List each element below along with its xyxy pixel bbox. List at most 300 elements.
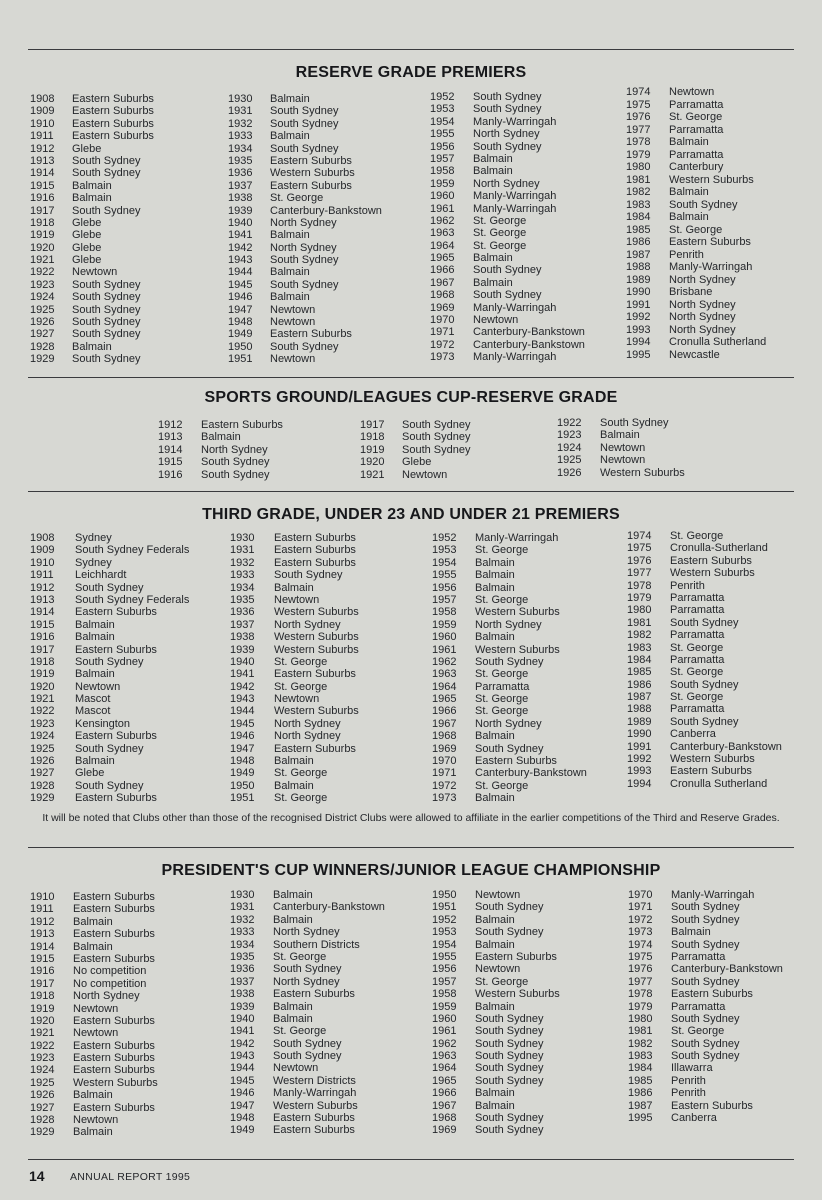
list-item [430, 178, 585, 190]
list-item [432, 1100, 560, 1112]
rule-after-reserve [28, 377, 794, 378]
club-name: Balmain [73, 1126, 113, 1139]
year: 1937 [230, 618, 255, 631]
club-name: South Sydney [72, 353, 141, 366]
list-item [230, 1025, 385, 1037]
club-name: South Sydney [72, 303, 141, 316]
list-item [628, 939, 783, 951]
club-name: Eastern Suburbs [671, 988, 753, 1001]
year: 1961 [430, 202, 455, 215]
list-item [430, 141, 585, 153]
club-name: Newtown [669, 86, 715, 98]
year: 1938 [230, 631, 255, 644]
list-item [30, 916, 158, 928]
club-name: Eastern Suburbs [274, 544, 356, 557]
year: 1985 [628, 1074, 653, 1087]
club-name: St. George [473, 227, 527, 240]
list-item [432, 681, 587, 693]
club-name: Mascot [75, 705, 111, 718]
list-item [228, 167, 382, 179]
year: 1915 [30, 179, 55, 192]
year: 1934 [230, 581, 255, 594]
club-name: Balmain [75, 755, 115, 768]
list-item [30, 266, 154, 278]
year: 1939 [228, 204, 253, 217]
year: 1935 [230, 593, 255, 606]
club-name: South Sydney Federals [75, 544, 190, 557]
list-item [628, 1038, 783, 1050]
year: 1952 [432, 532, 457, 544]
club-name: Glebe [72, 241, 102, 254]
list-item [430, 203, 585, 215]
club-name: No competition [73, 965, 147, 978]
year: 1978 [628, 988, 653, 1001]
club-name: South Sydney [671, 1050, 740, 1063]
club-name: South Sydney [670, 678, 739, 691]
club-name: North Sydney [473, 177, 540, 190]
list-item [627, 592, 782, 604]
year: 1925 [30, 1076, 55, 1089]
year: 1945 [230, 1074, 255, 1087]
year: 1912 [30, 142, 55, 155]
year: 1912 [30, 915, 55, 928]
third-grade-title: THIRD GRADE, UNDER 23 AND UNDER 21 PREMIERS [202, 506, 620, 523]
list-item [432, 914, 560, 926]
club-name: Glebe [75, 767, 105, 780]
year: 1955 [432, 950, 457, 963]
year: 1975 [626, 98, 651, 111]
year: 1911 [30, 569, 54, 582]
year: 1921 [360, 468, 385, 481]
year: 1973 [628, 926, 653, 939]
year: 1910 [30, 117, 55, 130]
list-item [432, 1001, 560, 1013]
year: 1927 [30, 328, 55, 341]
year: 1962 [430, 214, 455, 227]
club-name: Balmain [270, 229, 310, 242]
list-item [230, 1112, 385, 1124]
list-item [30, 569, 189, 581]
club-name: Balmain [72, 192, 112, 205]
year: 1978 [627, 579, 652, 592]
list-item [230, 755, 359, 767]
year: 1933 [228, 130, 253, 143]
year: 1974 [628, 938, 653, 951]
club-name: Eastern Suburbs [274, 532, 356, 544]
list-item [30, 242, 154, 254]
list-item [30, 743, 189, 755]
club-name: Parramatta [475, 680, 530, 693]
club-name: St. George [670, 691, 724, 704]
club-name: Eastern Suburbs [273, 988, 355, 1001]
list-item [228, 279, 382, 291]
club-name: Canterbury [669, 161, 724, 173]
club-name: South Sydney [274, 569, 343, 582]
sports-ground-title: SPORTS GROUND/LEAGUES CUP-RESERVE GRADE [204, 389, 618, 406]
year: 1984 [626, 211, 651, 223]
club-name: Cronulla Sutherland [669, 336, 767, 348]
sports-col-2 [360, 419, 471, 481]
year: 1958 [432, 988, 457, 1001]
club-name: South Sydney [475, 1112, 544, 1125]
club-name: Eastern Suburbs [73, 891, 155, 903]
list-item [228, 205, 382, 217]
list-item [432, 1013, 560, 1025]
club-name: North Sydney [274, 730, 341, 743]
year: 1946 [228, 291, 253, 304]
club-name: Southern Districts [273, 938, 360, 951]
list-item [30, 693, 189, 705]
list-item [627, 728, 782, 740]
year: 1960 [432, 631, 457, 644]
year: 1926 [30, 316, 55, 329]
club-name: Eastern Suburbs [274, 556, 356, 569]
list-item [230, 1050, 385, 1062]
list-item [360, 419, 471, 431]
list-item [626, 311, 766, 324]
year: 1987 [626, 248, 651, 261]
club-name: Western Suburbs [273, 1099, 358, 1112]
year: 1940 [228, 216, 253, 229]
year: 1966 [432, 1087, 457, 1100]
year: 1962 [432, 655, 457, 668]
club-name: Balmain [72, 340, 112, 353]
club-name: South Sydney [72, 167, 141, 180]
year: 1942 [228, 241, 253, 254]
year: 1932 [228, 117, 253, 130]
club-name: Western Suburbs [475, 643, 560, 656]
club-name: Newtown [72, 266, 118, 279]
club-name: St. George [274, 655, 328, 668]
year: 1918 [360, 431, 385, 444]
list-item [628, 1013, 783, 1025]
year: 1942 [230, 680, 255, 693]
list-item [430, 351, 585, 363]
club-name: Balmain [270, 130, 310, 143]
list-item [626, 111, 766, 124]
year: 1935 [230, 950, 255, 963]
club-name: South Sydney [72, 328, 141, 341]
list-item [432, 705, 587, 717]
year: 1969 [430, 301, 455, 314]
year: 1917 [30, 643, 55, 656]
list-item [30, 656, 189, 668]
list-item [30, 594, 189, 606]
club-name: St. George [670, 666, 724, 679]
year: 1988 [626, 261, 651, 273]
list-item [432, 743, 587, 755]
list-item [30, 1089, 158, 1101]
club-name: Newtown [270, 316, 316, 329]
club-name: St. George [475, 544, 529, 557]
list-item [30, 1102, 158, 1114]
year: 1946 [230, 730, 255, 743]
club-name: St. George [475, 668, 529, 681]
year: 1982 [628, 1037, 653, 1050]
list-item [158, 431, 283, 443]
club-name: Canterbury-Bankstown [273, 901, 385, 914]
club-name: South Sydney [270, 142, 339, 155]
list-item [230, 532, 359, 544]
year: 1994 [627, 777, 652, 790]
year: 1939 [230, 1000, 255, 1013]
list-item [158, 469, 283, 481]
club-name: South Sydney [475, 1037, 544, 1050]
year: 1945 [228, 278, 253, 291]
club-name: Western Suburbs [600, 466, 685, 479]
list-item [627, 542, 782, 554]
list-item [627, 555, 782, 567]
list-item [230, 926, 385, 938]
rule-after-sports [28, 491, 794, 492]
list-item [230, 631, 359, 643]
year: 1947 [228, 303, 253, 316]
list-item [30, 978, 158, 990]
list-item [627, 666, 782, 678]
year: 1964 [432, 680, 457, 693]
club-name: North Sydney [669, 323, 736, 336]
club-name: South Sydney [670, 715, 739, 728]
year: 1977 [627, 567, 652, 580]
list-item [430, 190, 585, 202]
year: 1929 [30, 1126, 55, 1139]
year: 1934 [228, 142, 253, 155]
year: 1937 [228, 179, 253, 192]
sports-col-3 [557, 417, 685, 479]
year: 1959 [432, 618, 457, 631]
list-item [432, 926, 560, 938]
list-item [628, 976, 783, 988]
year: 1957 [430, 152, 455, 165]
list-item [30, 903, 158, 915]
list-item [230, 718, 359, 730]
club-name: Balmain [473, 152, 513, 165]
list-item [228, 353, 382, 365]
list-item [228, 130, 382, 142]
club-name: South Sydney [270, 117, 339, 130]
year: 1982 [627, 629, 652, 642]
club-name: Balmain [274, 779, 314, 792]
year: 1954 [432, 556, 457, 569]
year: 1970 [432, 755, 457, 768]
year: 1920 [360, 456, 385, 469]
year: 1944 [230, 705, 255, 718]
year: 1965 [430, 252, 455, 265]
year: 1950 [432, 889, 457, 901]
year: 1917 [30, 977, 55, 990]
list-item [432, 976, 560, 988]
year: 1986 [628, 1087, 653, 1100]
year: 1910 [30, 556, 55, 569]
list-item [626, 336, 766, 349]
list-item [432, 963, 560, 975]
list-item [432, 1124, 560, 1136]
club-name: Balmain [270, 291, 310, 304]
list-item [30, 1126, 158, 1138]
club-name: Eastern Suburbs [475, 755, 557, 768]
club-name: Balmain [273, 889, 313, 901]
list-item [228, 155, 382, 167]
list-item [430, 128, 585, 140]
club-name: Balmain [274, 581, 314, 594]
list-item [30, 130, 154, 142]
list-item [30, 93, 154, 105]
year: 1916 [30, 631, 55, 644]
list-item [432, 1038, 560, 1050]
club-name: Eastern Suburbs [475, 950, 557, 963]
year: 1956 [432, 581, 457, 594]
club-name: South Sydney [475, 926, 544, 939]
club-name: South Sydney [72, 278, 141, 291]
year: 1913 [158, 431, 183, 444]
year: 1960 [430, 190, 455, 203]
year: 1980 [627, 604, 652, 617]
club-name: St. George [473, 239, 527, 252]
club-name: Eastern Suburbs [75, 606, 157, 619]
year: 1979 [626, 148, 651, 161]
club-name: South Sydney [270, 278, 339, 291]
club-name: Western Suburbs [274, 631, 359, 644]
list-item [628, 1001, 783, 1013]
club-name: St. George [671, 1025, 725, 1038]
year: 1951 [432, 901, 457, 914]
third-col-1 [30, 532, 189, 805]
club-name: Leichhardt [75, 569, 127, 582]
year: 1941 [228, 229, 253, 242]
year: 1940 [230, 1012, 255, 1025]
club-name: South Sydney [671, 1012, 740, 1025]
club-name: Glebe [72, 142, 102, 155]
list-item [230, 976, 385, 988]
list-item [627, 691, 782, 703]
club-name: Penrith [670, 579, 705, 592]
year: 1917 [30, 204, 55, 217]
club-name: North Sydney [669, 311, 736, 323]
club-name: St. George [270, 192, 324, 205]
year: 1932 [230, 556, 255, 569]
year: 1921 [30, 1027, 55, 1040]
year: 1969 [432, 742, 457, 755]
club-name: Western Suburbs [670, 567, 755, 580]
list-item [230, 988, 385, 1000]
list-item [30, 316, 154, 328]
year: 1970 [628, 889, 653, 901]
list-item [230, 644, 359, 656]
list-item [432, 767, 587, 779]
year: 1963 [430, 227, 455, 240]
list-item [432, 1062, 560, 1074]
list-item [228, 192, 382, 204]
year: 1974 [626, 86, 651, 98]
year: 1936 [230, 606, 255, 619]
year: 1992 [626, 311, 651, 323]
club-name: South Sydney [270, 105, 339, 118]
list-item [230, 681, 359, 693]
list-item [432, 606, 587, 618]
club-name: Cronulla Sutherland [670, 777, 768, 790]
year: 1959 [432, 1000, 457, 1013]
list-item [230, 1087, 385, 1099]
list-item [30, 619, 189, 631]
year: 1989 [626, 273, 651, 286]
list-item [628, 1025, 783, 1037]
club-name: Newcastle [669, 348, 720, 361]
list-item [430, 116, 585, 128]
year: 1947 [230, 742, 255, 755]
club-name: Manly-Warringah [473, 301, 557, 314]
list-item [432, 569, 587, 581]
year: 1923 [557, 429, 582, 442]
list-item [30, 353, 154, 365]
list-item [628, 988, 783, 1000]
year: 1913 [30, 154, 55, 167]
year: 1956 [430, 140, 455, 153]
list-item [158, 444, 283, 456]
list-item [30, 1064, 158, 1076]
club-name: Balmain [273, 1000, 313, 1013]
year: 1979 [628, 1000, 653, 1013]
club-name: South Sydney [273, 1037, 342, 1050]
club-name: Balmain [273, 1012, 313, 1025]
list-item [430, 302, 585, 314]
list-item [230, 544, 359, 556]
list-item [432, 755, 587, 767]
list-item [432, 951, 560, 963]
club-name: Balmain [475, 581, 515, 594]
year: 1948 [228, 316, 253, 329]
year: 1947 [230, 1099, 255, 1112]
list-item [626, 86, 766, 99]
year: 1982 [626, 186, 651, 198]
president-col-1 [30, 891, 158, 1139]
list-item [228, 242, 382, 254]
list-item [230, 889, 385, 901]
club-name: Mascot [75, 693, 111, 706]
list-item [158, 456, 283, 468]
club-name: Balmain [475, 1087, 515, 1100]
year: 1975 [627, 542, 652, 555]
year: 1938 [228, 192, 253, 205]
year: 1971 [430, 326, 455, 339]
club-name: Eastern Suburbs [273, 1124, 355, 1137]
club-name: Balmain [73, 940, 113, 953]
list-item [430, 153, 585, 165]
club-name: Balmain [475, 556, 515, 569]
club-name: Newtown [600, 441, 646, 454]
year: 1986 [626, 236, 651, 248]
year: 1924 [557, 441, 582, 454]
club-name: Parramatta [669, 98, 724, 111]
list-item [228, 93, 382, 105]
year: 1921 [30, 693, 55, 706]
club-name: Western Districts [273, 1074, 356, 1087]
year: 1922 [30, 705, 55, 718]
list-item [626, 99, 766, 112]
list-item [626, 211, 766, 224]
year: 1965 [432, 693, 457, 706]
year: 1942 [230, 1037, 255, 1050]
year: 1977 [626, 123, 651, 136]
club-name: Sydney [75, 532, 112, 544]
year: 1989 [627, 715, 652, 728]
club-name: St. George [274, 792, 328, 805]
year: 1984 [628, 1062, 653, 1075]
list-item [30, 1052, 158, 1064]
year: 1991 [627, 740, 652, 753]
list-item [30, 304, 154, 316]
year: 1909 [30, 544, 55, 557]
club-name: Western Suburbs [475, 988, 560, 1001]
